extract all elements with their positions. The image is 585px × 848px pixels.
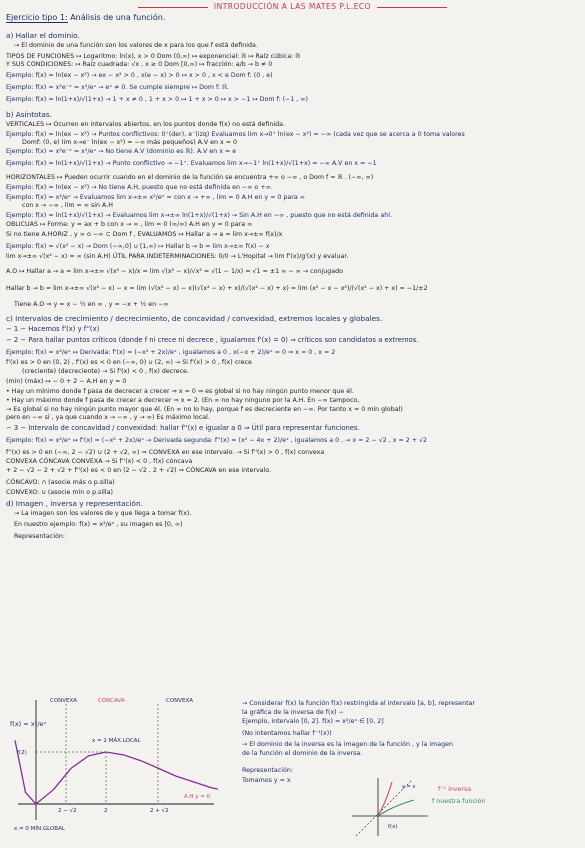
note-line: CONVEXA CÓNCAVA CONVEXA → Si f''(x) < 0 , f(x) cóncava xyxy=(6,458,193,465)
note-line: Ejemplo: f(x) = x²e⁻ˣ = x²/eˣ → No tiene A.V (dominio es ℝ). A.V en x = e xyxy=(6,148,237,155)
note-line: → El dominio de una función son los valores de x para los que f está definida. xyxy=(14,42,258,49)
note-line: b) Asíntotas. xyxy=(6,110,53,119)
note-line: c) Intervalos de crecimiento / decrecimiento, de concavidad / convexidad, extremos locales y globales. xyxy=(6,314,383,323)
note-line: Ejemplo: f(x) = ln(ex − x²) → No tiene A.H, puesto que no está definida en −∞ o +∞. xyxy=(6,184,273,191)
note-line: pero en −∞ sí , ya que cuando x → −∞ , y → ∞) Es máximo local. xyxy=(6,414,210,421)
note-line: CÓNCAVO: ∩ (asocie más o p.silla) xyxy=(6,479,115,486)
f2-label: f(2) xyxy=(17,750,27,756)
note-line: Ejemplo: f(x) = x²e⁻ˣ = x²/eˣ → eˣ ≠ 0. Se cumple siempre ↦ Dom f: ℝ. xyxy=(6,84,230,91)
page-header: INTRODUCCIÓN A LAS MATES P.L.ECO xyxy=(0,2,585,11)
tick-2: 2 xyxy=(104,808,108,814)
tick-2-plus-sqrt2: 2 + √2 xyxy=(150,808,169,814)
right-note-line: Ejemplo, intervalo [0, 2]. f(x) = x²/eˣ ∈ [0, 2] xyxy=(242,718,384,725)
note-line: → Es global si no hay ningún punto mayor que él. (En ∞ no lo hay, porque f es decreciente en −∞. Por tanto x = 0 mín global) xyxy=(6,406,403,413)
inverse-curve xyxy=(378,782,392,816)
ah-label: A.H y = 0 xyxy=(184,794,211,800)
note-line: (mín) (máx) ↦ − 0 + 2 − A.H en y = 0 xyxy=(6,378,127,385)
right-note-line: (No intentamos hallar f⁻¹(x)) xyxy=(242,730,332,737)
note-line: con x → −∞ , lim = ∞ sin A.H xyxy=(22,202,113,209)
note-line: d) Imagen , inversa y representación. xyxy=(6,499,143,508)
note-line: Ejemplo: f(x) = ln(1+x)/√(1+x) → 1 + x ≠ 0 , 1 + x > 0 ↦ 1 + x > 0 ↦ x > −1 ↦ Dom f: (−1 , ∞) xyxy=(6,96,309,103)
note-line: Ejemplo: f(x) = ln(1+x)/√(1+x) → Punto conflictivo → −1⁺. Evaluamos lim x→−1⁺ ln(1+x)/√(1+x) = −∞ A.V en x = −1 xyxy=(6,160,377,167)
legend-inverse: f⁻¹ inversa xyxy=(438,786,472,793)
note-line: lim x→±∞ √(x² − x) = ∞ (sin A.H) ÚTIL PARA INDETERMINACIONES: 0/0 → L'Hopital → lim f'(x)/g'(x) y evaluar. xyxy=(6,253,349,260)
region-concava: CÓNCAVA xyxy=(98,698,125,704)
note-line: + 2 − √2 − 2 + √2 + f''(x) es < 0 en (2 − √2 , 2 + √2) ⇒ CÓNCAVA en ese intervalo. xyxy=(6,467,272,474)
note-line: Ejemplo: f(x) = ln(ex − x²) → ex − x² > 0 , x(e − x) > 0 ↦ x > 0 , x < e Dom f: (0 , e) xyxy=(6,72,273,79)
right-note-line: → Considerar f(x) la función f(x) restringida al intervalo [a, b], representar xyxy=(242,700,475,707)
note-line: − 3 − Intervalo de concavidad / convexidad: hallar f''(x) e igualar a 0 ⇒ Útil para representar funciones. xyxy=(6,424,360,432)
legend-own: f nuestra función xyxy=(432,798,486,805)
function-graph xyxy=(8,692,218,842)
right-note-line: → El dominio de la inversa es la imagen de la función , y la imagen xyxy=(242,741,453,748)
note-line: HORIZONTALES ↦ Pueden ocurrir cuando en el dominio de la función se encuentra +∞ o −∞ , o Dom f = ℝ . (−∞, ∞) xyxy=(6,174,374,181)
note-line: OBLICUAS ↦ Forma: y = ax + b con x → ∞ , lim = 0 (∞/∞) A.H en y = 0 para ∞ xyxy=(6,221,253,228)
note-line: f'(x) es > 0 en (0, 2) , f'(x) es < 0 en (−∞, 0) ∪ (2, ∞) → Si f'(x) > 0 , f(x) crece xyxy=(6,359,252,366)
note-line: VERTICALES ↦ Ocurren en intervalos abiertos, en los puntos donde f(x) no está definida. xyxy=(6,121,285,128)
own-function-curve xyxy=(378,800,414,816)
note-line: Ejemplo: f(x) = ln(1+x)/√(1+x) → Evaluamos lim x→±∞ ln(1+x)/√(1+x) → Sin A.H en −∞ , puesto que no está definida ahí. xyxy=(6,212,392,219)
note-line: Representación: xyxy=(14,533,65,540)
max-label: x = 2 MÁX.LOCAL xyxy=(92,738,141,744)
note-line: (creciente) (decreciente) → Si f'(x) < 0 , f(x) decrece. xyxy=(22,368,189,375)
note-line: Y SUS CONDICIONES: ↦ Raíz cuadrada: √x , x ≥ 0 Dom [0,∞) ↦ fracción: a/b → b ≠ 0 xyxy=(6,61,273,68)
exercise-title-prefix: Ejercicio tipo 1: xyxy=(6,13,68,22)
note-line: a) Hallar el dominio. xyxy=(6,31,80,40)
note-line: A.O ↦ Hallar a → a = lim x→±∞ √(x² − x)/x = lim √(x² − x)/√x² = √(1 − 1/x) = √1 = ±1 ∞ − ∞ → conjugado xyxy=(6,268,343,275)
note-line: • Hay un máximo donde f pasa de crecer a decrecer ⇒ x = 2. (En ∞ no hay ninguno por la A.H. En −∞ tampoco, xyxy=(6,397,360,404)
note-line: Domf: (0, e) lim x→e⁻ ln(ex − x²) = −∞ más pequeños) A.V en x = 0 xyxy=(22,139,238,146)
right-note-line: Tomamos y = x xyxy=(242,777,291,784)
region-convexa-2: CONVEXA xyxy=(166,698,194,704)
note-line: Hallar b → b = lim x→±∞ √(x² − x) − x = lim (√(x² − x) − x)(√(x² − x) + x)/(√(x² − x) + x) = lim (x² − x − x²)/(√(x² − x) + x) = −1/±2 xyxy=(6,285,428,292)
right-note-line: de la función el dominio de la inversa. xyxy=(242,750,363,757)
note-line: Ejemplo: f(x) = x²/eˣ → Evaluamos lim x→±∞ x²/eˣ = con x → +∞ , lim = 0 A.H en y = 0 para ∞ xyxy=(6,194,305,201)
note-line: Si no tiene A.HORIZ , y ∞ o −∞ ⊂ Dom f , EVALUAMOS ↦ Hallar a → a = lim x→±∞ f(x)/x xyxy=(6,231,283,238)
note-line: Tiene A.O ⇒ y = x − ½ en ∞ , y = −x + ½ en −∞ xyxy=(14,301,169,308)
min-label: x = 0 MÍN.GLOBAL xyxy=(14,826,65,832)
inv-yx-label: y = x xyxy=(402,784,416,790)
inv-fx-label: f(x) xyxy=(388,824,398,830)
note-line: − 1 − Hacemos f'(x) y f''(x) xyxy=(6,325,100,333)
region-convexa-1: CONVEXA xyxy=(50,698,78,704)
note-line: Ejemplo: f(x) = x²/eˣ ↦ f'(x) = (−x² + 2x)/eˣ → Derivada segunda: f''(x) = (x² − 4x + 2)/eˣ , igualamos a 0 , → x = 2 − √2 , x = 2 + √2 xyxy=(6,437,428,444)
note-line: Ejemplo: f(x) = x²/eˣ ↦ Derivada: f'(x) = (−x² + 2x)/eˣ , igualamos a 0 , x(−x + 2)/eˣ = 0 ⇒ x = 0 , x = 2 xyxy=(6,349,336,356)
inverse-graph xyxy=(348,774,430,840)
note-line: − 2 − Para hallar puntos críticos (donde f ni crece ni decrece , igualamos f'(x) = 0) ⇒ críticos son candidatos a extremos. xyxy=(6,336,419,344)
note-line: CONVEXO: ∪ (asocie mín o p.silla) xyxy=(6,489,113,496)
note-line: f''(x) es > 0 en (−∞, 2 − √2) ∪ (2 + √2, ∞) ⇒ CONVEXA en ese intervalo. → Si f''(x) > 0 , f(x) convexa xyxy=(6,449,325,456)
right-note-line: la gráfica de la inversa de f(x) − xyxy=(242,709,344,716)
tick-2-minus-sqrt2: 2 − √2 xyxy=(58,808,77,814)
note-line: Ejemplo: f(x) = ln(ex − x²) → Puntos conflictivos: 0⁺(der), e⁻(izq) Evaluamos lim x→0⁺ ln(ex − x²) = −∞ (cada vez que se acerca a 0 toma valores xyxy=(6,131,465,138)
note-line: TIPOS DE FUNCIONES ↦ Logaritmo: ln(x), x > 0 Dom (0,∞) ↦ exponencial: ℝ ↦ Raíz cúbica: ℝ xyxy=(6,53,301,60)
right-note-line: Representación: xyxy=(242,767,293,774)
note-line: En nuestro ejemplo: f(x) = x²/eˣ , su imagen es [0, ∞) xyxy=(14,521,183,528)
ylabel: f(x) = x²/eˣ xyxy=(10,720,47,728)
note-line: → La imagen son los valores de y que llega a tomar f(x). xyxy=(14,510,192,517)
note-line: • Hay un mínimo donde f pasa de decrecer a crecer ⇒ x = 0 ⇒ es global si no hay ningún punto menor que él. xyxy=(6,388,354,395)
note-line: Ejemplo: f(x) = √(x² − x) → Dom (−∞,0] ∪ [1,∞) ↦ Hallar b → b = lim x→±∞ f(x) − x xyxy=(6,243,270,250)
exercise-title-text: Análisis de una función. xyxy=(67,13,166,22)
exercise-title xyxy=(6,14,165,22)
